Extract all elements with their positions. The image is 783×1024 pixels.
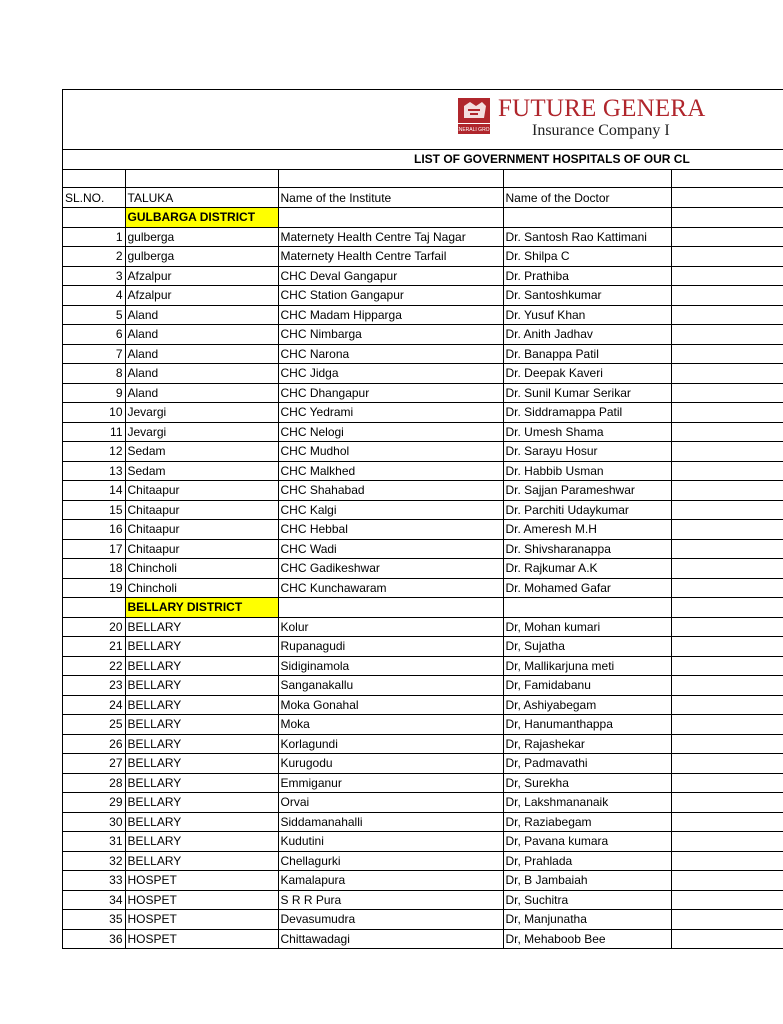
taluka-cell: BELLARY	[125, 617, 278, 637]
taluka-cell: BELLARY	[125, 793, 278, 813]
sl-cell: 30	[63, 812, 125, 832]
institute-cell: CHC Wadi	[278, 539, 503, 559]
institute-cell: CHC Dhangapur	[278, 383, 503, 403]
taluka-cell: Chincholi	[125, 578, 278, 598]
sl-cell: 27	[63, 754, 125, 774]
header-sl: SL.NO.	[63, 188, 125, 208]
table-row	[63, 442, 783, 462]
table-row	[63, 559, 783, 579]
sl-cell: 19	[63, 578, 125, 598]
doctor-cell: Dr. Rajkumar A.K	[503, 559, 671, 579]
doctor-cell: Dr, Hanumanthappa	[503, 715, 671, 735]
table-row	[63, 364, 783, 384]
doctor-cell: Dr. Prathiba	[503, 266, 671, 286]
institute-cell: Moka Gonahal	[278, 695, 503, 715]
sl-cell: 10	[63, 403, 125, 423]
table-row	[63, 286, 783, 306]
institute-cell: Kudutini	[278, 832, 503, 852]
doctor-cell: Dr, Padmavathi	[503, 754, 671, 774]
taluka-cell: Afzalpur	[125, 286, 278, 306]
doctor-cell: Dr, Mallikarjuna meti	[503, 656, 671, 676]
taluka-cell: BELLARY	[125, 754, 278, 774]
doctor-cell: Dr, Mehaboob Bee	[503, 929, 671, 949]
institute-cell: CHC Mudhol	[278, 442, 503, 462]
taluka-cell: BELLARY	[125, 656, 278, 676]
taluka-cell: Chitaapur	[125, 539, 278, 559]
doctor-cell: Dr. Sajjan Parameshwar	[503, 481, 671, 501]
institute-cell: CHC Narona	[278, 344, 503, 364]
taluka-cell: BELLARY	[125, 637, 278, 657]
district-label: BELLARY DISTRICT	[125, 598, 278, 618]
institute-cell: Chellagurki	[278, 851, 503, 871]
doctor-cell: Dr. Mohamed Gafar	[503, 578, 671, 598]
institute-cell: CHC Malkhed	[278, 461, 503, 481]
taluka-cell: BELLARY	[125, 812, 278, 832]
doctor-cell: Dr. Ameresh M.H	[503, 520, 671, 540]
sl-cell: 13	[63, 461, 125, 481]
table-row	[63, 403, 783, 423]
sl-cell: 9	[63, 383, 125, 403]
district-row	[63, 598, 783, 618]
institute-cell: CHC Kalgi	[278, 500, 503, 520]
sl-cell: 7	[63, 344, 125, 364]
doctor-cell: Dr. Santoshkumar	[503, 286, 671, 306]
sl-cell: 6	[63, 325, 125, 345]
table-row	[63, 871, 783, 891]
doctor-cell: Dr, Lakshmananaik	[503, 793, 671, 813]
doctor-cell: Dr. Siddramappa Patil	[503, 403, 671, 423]
table-row	[63, 773, 783, 793]
doctor-cell: Dr, Surekha	[503, 773, 671, 793]
company-subtitle: Insurance Company I	[532, 122, 670, 139]
sl-cell: 8	[63, 364, 125, 384]
institute-cell: CHC Yedrami	[278, 403, 503, 423]
table-row	[63, 754, 783, 774]
institute-cell: Devasumudra	[278, 910, 503, 930]
taluka-cell: Chincholi	[125, 559, 278, 579]
table-row	[63, 422, 783, 442]
institute-cell: CHC Gadikeshwar	[278, 559, 503, 579]
taluka-cell: Aland	[125, 305, 278, 325]
taluka-cell: Sedam	[125, 461, 278, 481]
table-row	[63, 637, 783, 657]
table-row	[63, 344, 783, 364]
table-row	[63, 832, 783, 852]
taluka-cell: Aland	[125, 344, 278, 364]
institute-cell: Moka	[278, 715, 503, 735]
table-row	[63, 617, 783, 637]
table-row	[63, 715, 783, 735]
table-row	[63, 383, 783, 403]
institute-cell: Siddamanahalli	[278, 812, 503, 832]
doctor-cell: Dr, Raziabegam	[503, 812, 671, 832]
institute-cell: CHC Station Gangapur	[278, 286, 503, 306]
doctor-cell: Dr. Santosh Rao Kattimani	[503, 227, 671, 247]
sl-cell: 16	[63, 520, 125, 540]
table-row	[63, 695, 783, 715]
doctor-cell: Dr, B Jambaiah	[503, 871, 671, 891]
taluka-cell: Aland	[125, 383, 278, 403]
table-row	[63, 793, 783, 813]
taluka-cell: Chitaapur	[125, 520, 278, 540]
sl-cell: 11	[63, 422, 125, 442]
taluka-cell: BELLARY	[125, 773, 278, 793]
taluka-cell: BELLARY	[125, 832, 278, 852]
taluka-cell: gulberga	[125, 247, 278, 267]
doctor-cell: Dr. Sunil Kumar Serikar	[503, 383, 671, 403]
sl-cell: 35	[63, 910, 125, 930]
sl-cell: 3	[63, 266, 125, 286]
sl-cell: 26	[63, 734, 125, 754]
table-row	[63, 325, 783, 345]
table-row	[63, 305, 783, 325]
generali-lion-icon	[451, 96, 497, 136]
institute-cell: CHC Kunchawaram	[278, 578, 503, 598]
doctor-cell: Dr, Famidabanu	[503, 676, 671, 696]
sl-cell: 20	[63, 617, 125, 637]
table-row	[63, 929, 783, 949]
table-row	[63, 851, 783, 871]
header-row	[63, 188, 783, 208]
table-row	[63, 910, 783, 930]
sl-cell: 36	[63, 929, 125, 949]
taluka-cell: Aland	[125, 364, 278, 384]
institute-cell: CHC Hebbal	[278, 520, 503, 540]
taluka-cell: BELLARY	[125, 734, 278, 754]
doctor-cell: Dr. Deepak Kaveri	[503, 364, 671, 384]
header-institute: Name of the Institute	[278, 188, 503, 208]
sl-cell: 21	[63, 637, 125, 657]
doctor-cell: Dr. Shilpa C	[503, 247, 671, 267]
institute-cell: Orvai	[278, 793, 503, 813]
taluka-cell: Sedam	[125, 442, 278, 462]
doctor-cell: Dr, Sujatha	[503, 637, 671, 657]
table-row	[63, 500, 783, 520]
doctor-cell: Dr, Rajashekar	[503, 734, 671, 754]
sl-cell: 1	[63, 227, 125, 247]
institute-cell: CHC Deval Gangapur	[278, 266, 503, 286]
sl-cell: 2	[63, 247, 125, 267]
table-row	[63, 812, 783, 832]
sl-cell: 34	[63, 890, 125, 910]
taluka-cell: Chitaapur	[125, 481, 278, 501]
table-row	[63, 266, 783, 286]
table-row	[63, 890, 783, 910]
doctor-cell: Dr, Pavana kumara	[503, 832, 671, 852]
district-label: GULBARGA DISTRICT	[125, 208, 278, 228]
sl-cell: 24	[63, 695, 125, 715]
doctor-cell: Dr. Shivsharanappa	[503, 539, 671, 559]
sl-cell: 25	[63, 715, 125, 735]
taluka-cell: BELLARY	[125, 715, 278, 735]
taluka-cell: Jevargi	[125, 403, 278, 423]
taluka-cell: HOSPET	[125, 910, 278, 930]
institute-cell: CHC Shahabad	[278, 481, 503, 501]
table-row	[63, 227, 783, 247]
institute-cell: Maternety Health Centre Tarfail	[278, 247, 503, 267]
taluka-cell: HOSPET	[125, 890, 278, 910]
header-taluka: TALUKA	[125, 188, 278, 208]
institute-cell: Emmiganur	[278, 773, 503, 793]
institute-cell: Kurugodu	[278, 754, 503, 774]
taluka-cell: Afzalpur	[125, 266, 278, 286]
taluka-cell: Jevargi	[125, 422, 278, 442]
hospital-table	[63, 170, 783, 949]
institute-cell: Chittawadagi	[278, 929, 503, 949]
institute-cell: CHC Madam Hipparga	[278, 305, 503, 325]
sl-cell: 23	[63, 676, 125, 696]
taluka-cell: BELLARY	[125, 695, 278, 715]
sl-cell: 14	[63, 481, 125, 501]
sl-cell: 4	[63, 286, 125, 306]
taluka-cell: Aland	[125, 325, 278, 345]
doctor-cell: Dr, Suchitra	[503, 890, 671, 910]
institute-cell: Kolur	[278, 617, 503, 637]
district-row	[63, 208, 783, 228]
table-row	[63, 656, 783, 676]
doctor-cell: Dr, Mohan kumari	[503, 617, 671, 637]
institute-cell: Rupanagudi	[278, 637, 503, 657]
table-row	[63, 539, 783, 559]
sl-cell: 28	[63, 773, 125, 793]
doctor-cell: Dr, Prahlada	[503, 851, 671, 871]
doctor-cell: Dr. Sarayu Hosur	[503, 442, 671, 462]
taluka-cell: HOSPET	[125, 871, 278, 891]
institute-cell: Sidiginamola	[278, 656, 503, 676]
sl-cell: 29	[63, 793, 125, 813]
table-row	[63, 578, 783, 598]
table-row	[63, 247, 783, 267]
sl-cell: 17	[63, 539, 125, 559]
sl-cell: 15	[63, 500, 125, 520]
doctor-cell: Dr. Habbib Usman	[503, 461, 671, 481]
sl-cell: 5	[63, 305, 125, 325]
table-row	[63, 520, 783, 540]
sl-cell: 31	[63, 832, 125, 852]
spreadsheet	[62, 89, 783, 949]
table-row	[63, 676, 783, 696]
emblem-text: GENERALI GROUP	[451, 127, 497, 133]
doctor-cell: Dr, Ashiyabegam	[503, 695, 671, 715]
taluka-cell: gulberga	[125, 227, 278, 247]
sl-cell: 33	[63, 871, 125, 891]
doctor-cell: Dr. Anith Jadhav	[503, 325, 671, 345]
institute-cell: S R R Pura	[278, 890, 503, 910]
sheet-title: LIST OF GOVERNMENT HOSPITALS OF OUR CL	[63, 150, 783, 170]
institute-cell: Korlagundi	[278, 734, 503, 754]
sl-cell: 18	[63, 559, 125, 579]
doctor-cell: Dr. Parchiti Udaykumar	[503, 500, 671, 520]
blank-row	[63, 170, 783, 188]
doctor-cell: Dr. Yusuf Khan	[503, 305, 671, 325]
institute-cell: CHC Nelogi	[278, 422, 503, 442]
sl-cell: 32	[63, 851, 125, 871]
sl-cell: 12	[63, 442, 125, 462]
institute-cell: Kamalapura	[278, 871, 503, 891]
sl-cell: 22	[63, 656, 125, 676]
doctor-cell: Dr. Banappa Patil	[503, 344, 671, 364]
taluka-cell: BELLARY	[125, 851, 278, 871]
table-row	[63, 734, 783, 754]
doctor-cell: Dr, Manjunatha	[503, 910, 671, 930]
institute-cell: Sanganakallu	[278, 676, 503, 696]
taluka-cell: Chitaapur	[125, 500, 278, 520]
institute-cell: CHC Jidga	[278, 364, 503, 384]
taluka-cell: HOSPET	[125, 929, 278, 949]
doctor-cell: Dr. Umesh Shama	[503, 422, 671, 442]
company-name: FUTURE GENERA	[498, 95, 706, 122]
logo-header	[63, 90, 783, 150]
table-row	[63, 461, 783, 481]
institute-cell: Maternety Health Centre Taj Nagar	[278, 227, 503, 247]
taluka-cell: BELLARY	[125, 676, 278, 696]
institute-cell: CHC Nimbarga	[278, 325, 503, 345]
header-doctor: Name of the Doctor	[503, 188, 671, 208]
table-row	[63, 481, 783, 501]
company-logo	[451, 95, 706, 140]
